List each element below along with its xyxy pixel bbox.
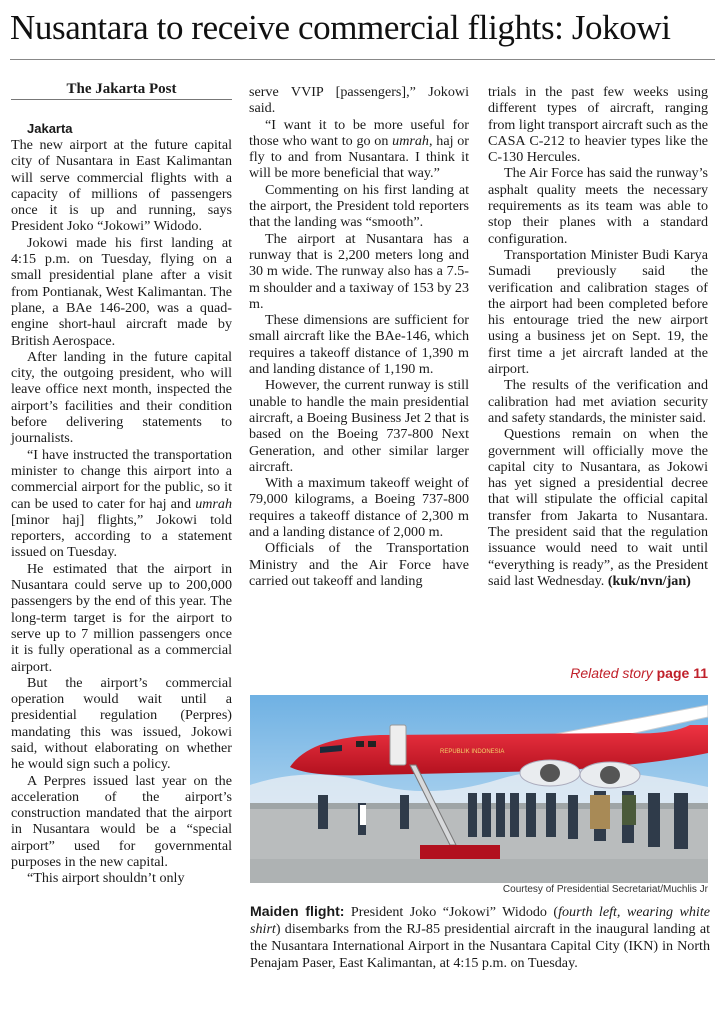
byline: The Jakarta Post [11, 80, 232, 100]
paragraph: Jokowi made his first landing at 4:15 p.m. on Tuesday, flying on a small presidential plane after a visit from Pontianak, West Kalimantan. The plane, a BAe 146-200, was a quad-engine short-haul aircraft made by British Aerospace. [11, 234, 232, 349]
italic-term: umrah [392, 132, 429, 149]
paragraph: The Air Force has said the runway’s asphalt quality meets the necessary requirements as its team was able to stop their planes with a standard configuration. [488, 165, 708, 247]
paragraph [488, 426, 708, 589]
headline: Nusantara to receive commercial flights: Jokowi [10, 8, 671, 47]
italic-term: umrah [195, 495, 232, 512]
paragraph: A Perpres issued last year on the acceleration of the airport’s construction mandated that the airport in Nusantara would be a “special airport” used for governmental purposes in the new capital. [11, 772, 232, 871]
news-photo [250, 695, 708, 883]
aircraft-livery: REPUBLIK INDONESIA [440, 749, 505, 755]
paragraph: Commenting on his first landing at the airport, the President told reporters that the landing was “smooth”. [249, 181, 469, 231]
paragraph: The new airport at the future capital city of Nusantara in East Kalimantan will serve commercial flights with a capacity of millions of passengers once it is up and running, says President Joko “Jokowi” Widodo. [11, 137, 232, 235]
related-story-label: Related story [570, 665, 653, 681]
airport-photo-illustration [250, 695, 708, 883]
paragraph [249, 117, 469, 182]
paragraph-text: “I want it to be more useful for those who want to go on [249, 116, 469, 149]
paragraph: With a maximum takeoff weight of 79,000 kilograms, a Boeing 737-800 requires a takeoff distance of 2,300 m and a landing distance of 2,000 m. [249, 475, 469, 541]
caption-text: ) disembarks from the RJ-85 presidential aircraft in the inaugural landing at the Nusantara International Airport in the Nusantara Capital City (IKN) in North Penajam Paser, East Kalimantan, at 4:15 p.m. on Tuesday. [250, 921, 710, 971]
headline-rule [10, 59, 715, 60]
paragraph: But the airport’s commercial operation would wait until a presidential regulation (Perpres) mandating this was issued, Jokowi said, without elaborating on whether he would sign such a policy. [11, 674, 232, 773]
paragraph: The airport at Nusantara has a runway that is 2,200 meters long and 30 m wide. The runway also has a 7.5-m shoulder and a taxiway of 153 by 23 m. [249, 230, 469, 312]
article-column-2 [249, 84, 469, 589]
related-story-page: page 11 [656, 665, 708, 681]
photo-credit: Courtesy of Presidential Secretariat/Muchlis Jr [502, 884, 708, 895]
paragraph: He estimated that the airport in Nusantara could serve up to 200,000 passengers by the end of this year. The long-term target is for the airport to serve up to 7 million passengers once it is fully operational as a commercial airport. [11, 560, 232, 675]
paragraph: serve VVIP [passengers],” Jokowi said. [249, 84, 469, 117]
paragraph: These dimensions are sufficient for small aircraft like the BAe-146, which requires a takeoff distance of 1,390 m and landing distance of 1,190 m. [249, 312, 469, 378]
paragraph: Transportation Minister Budi Karya Sumadi previously said the verification and calibration stages of the airport had been completed before his entourage tried the new airport using a business jet on Sept. 19, the first time a jet aircraft landed at the airport. [488, 246, 708, 378]
caption-italic: fourth left, wearing white shirt [250, 904, 710, 937]
red-carpet [420, 845, 500, 859]
paragraph-text: Questions remain on when the government will officially move the capital city to Nusantara, as Jokowi has yet signed a presidential decree that will stipulate the official capital transfer from Jakarta to Nusantara. The president said that the regulation issuance would need to wait until “everything is ready”, as the President said last Wednesday. [488, 426, 708, 589]
article-column-3 [488, 84, 708, 589]
paragraph: Officials of the Transportation Ministry and the Air Force have carried out takeoff and landing [249, 540, 469, 589]
paragraph: The results of the verification and calibration had met aviation security and safety standards, the minister said. [488, 377, 708, 426]
paragraph: However, the current runway is still unable to handle the main presidential aircraft, a Boeing Business Jet 2 that is based on the Boeing 737-800 Next Generation, and other similar larger aircraft. [249, 377, 469, 475]
dateline: Jakarta [27, 121, 73, 136]
paragraph: “This airport shouldn’t only [27, 870, 185, 887]
signoff: (kuk/nvn/jan) [607, 572, 691, 589]
paragraph-text: “I have instructed the transportation minister to change this airport into a commercial airport for the public, so it can be used to cater for haj and [11, 446, 232, 512]
related-story-link[interactable] [490, 664, 708, 682]
aircraft-door [390, 725, 406, 765]
article-column-1 [11, 80, 232, 887]
paragraph: After landing in the future capital city, the outgoing president, who will leave office next month, inspected the airport’s facilities and their condition before delivering statements to journalists. [11, 348, 232, 447]
photo-caption [250, 903, 710, 972]
paragraph-text: , haj or fly to and from Nusantara. I think it will be more beneficial that way.” [249, 132, 469, 182]
paragraph: trials in the past few weeks using different types of aircraft, ranging from light transport aircraft such as the CASA C-212 to heavier types like the C-130 Hercules. [488, 84, 708, 166]
paragraph [11, 447, 232, 561]
caption-lead: Maiden flight: [250, 903, 345, 919]
caption-text: President Joko “Jokowi” Widodo ( [344, 904, 559, 920]
paragraph-text: [minor haj] flights,” Jokowi told reporters, according to a statement issued on Tuesday. [11, 511, 232, 561]
